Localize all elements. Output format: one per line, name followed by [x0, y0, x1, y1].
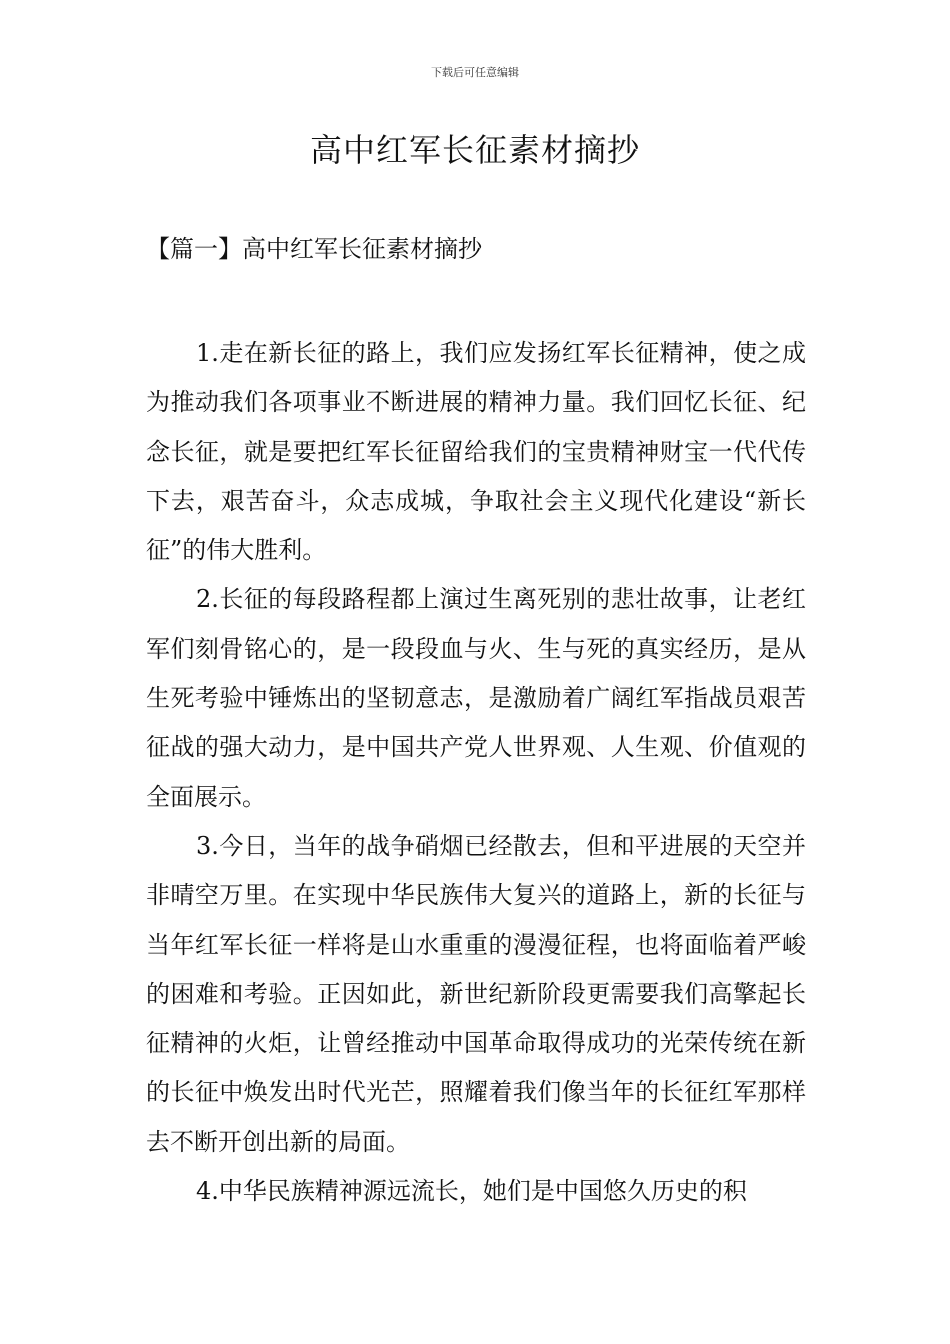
section-heading: 【篇一】高中红军长征素材摘抄 [146, 235, 482, 263]
paragraph-2: 2.长征的每段路程都上演过生离死别的悲壮故事，让老红军们刻骨铭心的，是一段段血与火、生与死的真实经历，是从生死考验中锤炼出的坚韧意志，是激励着广阔红军指战员艰苦征战的强大动力，是中国共产党人世界观、人生观、价值观的全面展示。 [146, 585, 806, 811]
paragraph-1: 1.走在新长征的路上，我们应发扬红军长征精神，使之成为推动我们各项事业不断进展的精神力量。我们回忆长征、纪念长征，就是要把红军长征留给我们的宝贵精神财宝一代代传下去，艰苦奋斗，众志成城，争取社会主义现代化建设“新长征”的伟大胜利。 [146, 339, 806, 565]
document-body [146, 329, 806, 1216]
document-title: 高中红军长征素材摘抄 [309, 131, 640, 169]
paragraph-3: 3.今日，当年的战争硝烟已经散去，但和平进展的天空并非晴空万里。在实现中华民族伟大复兴的道路上，新的长征与当年红军长征一样将是山水重重的漫漫征程，也将面临着严峻的困难和考验。正因如此，新世纪新阶段更需要我们高擎起长征精神的火炬，让曾经推动中国革命取得成功的光荣传统在新的长征中焕发出时代光芒，照耀着我们像当年的长征红军那样去不断开创出新的局面。 [146, 831, 806, 1156]
paragraph-4: 4.中华民族精神源远流长，她们是中国悠久历史的积 [196, 1177, 747, 1206]
page-header-note: 下载后可任意编辑 [431, 66, 519, 79]
